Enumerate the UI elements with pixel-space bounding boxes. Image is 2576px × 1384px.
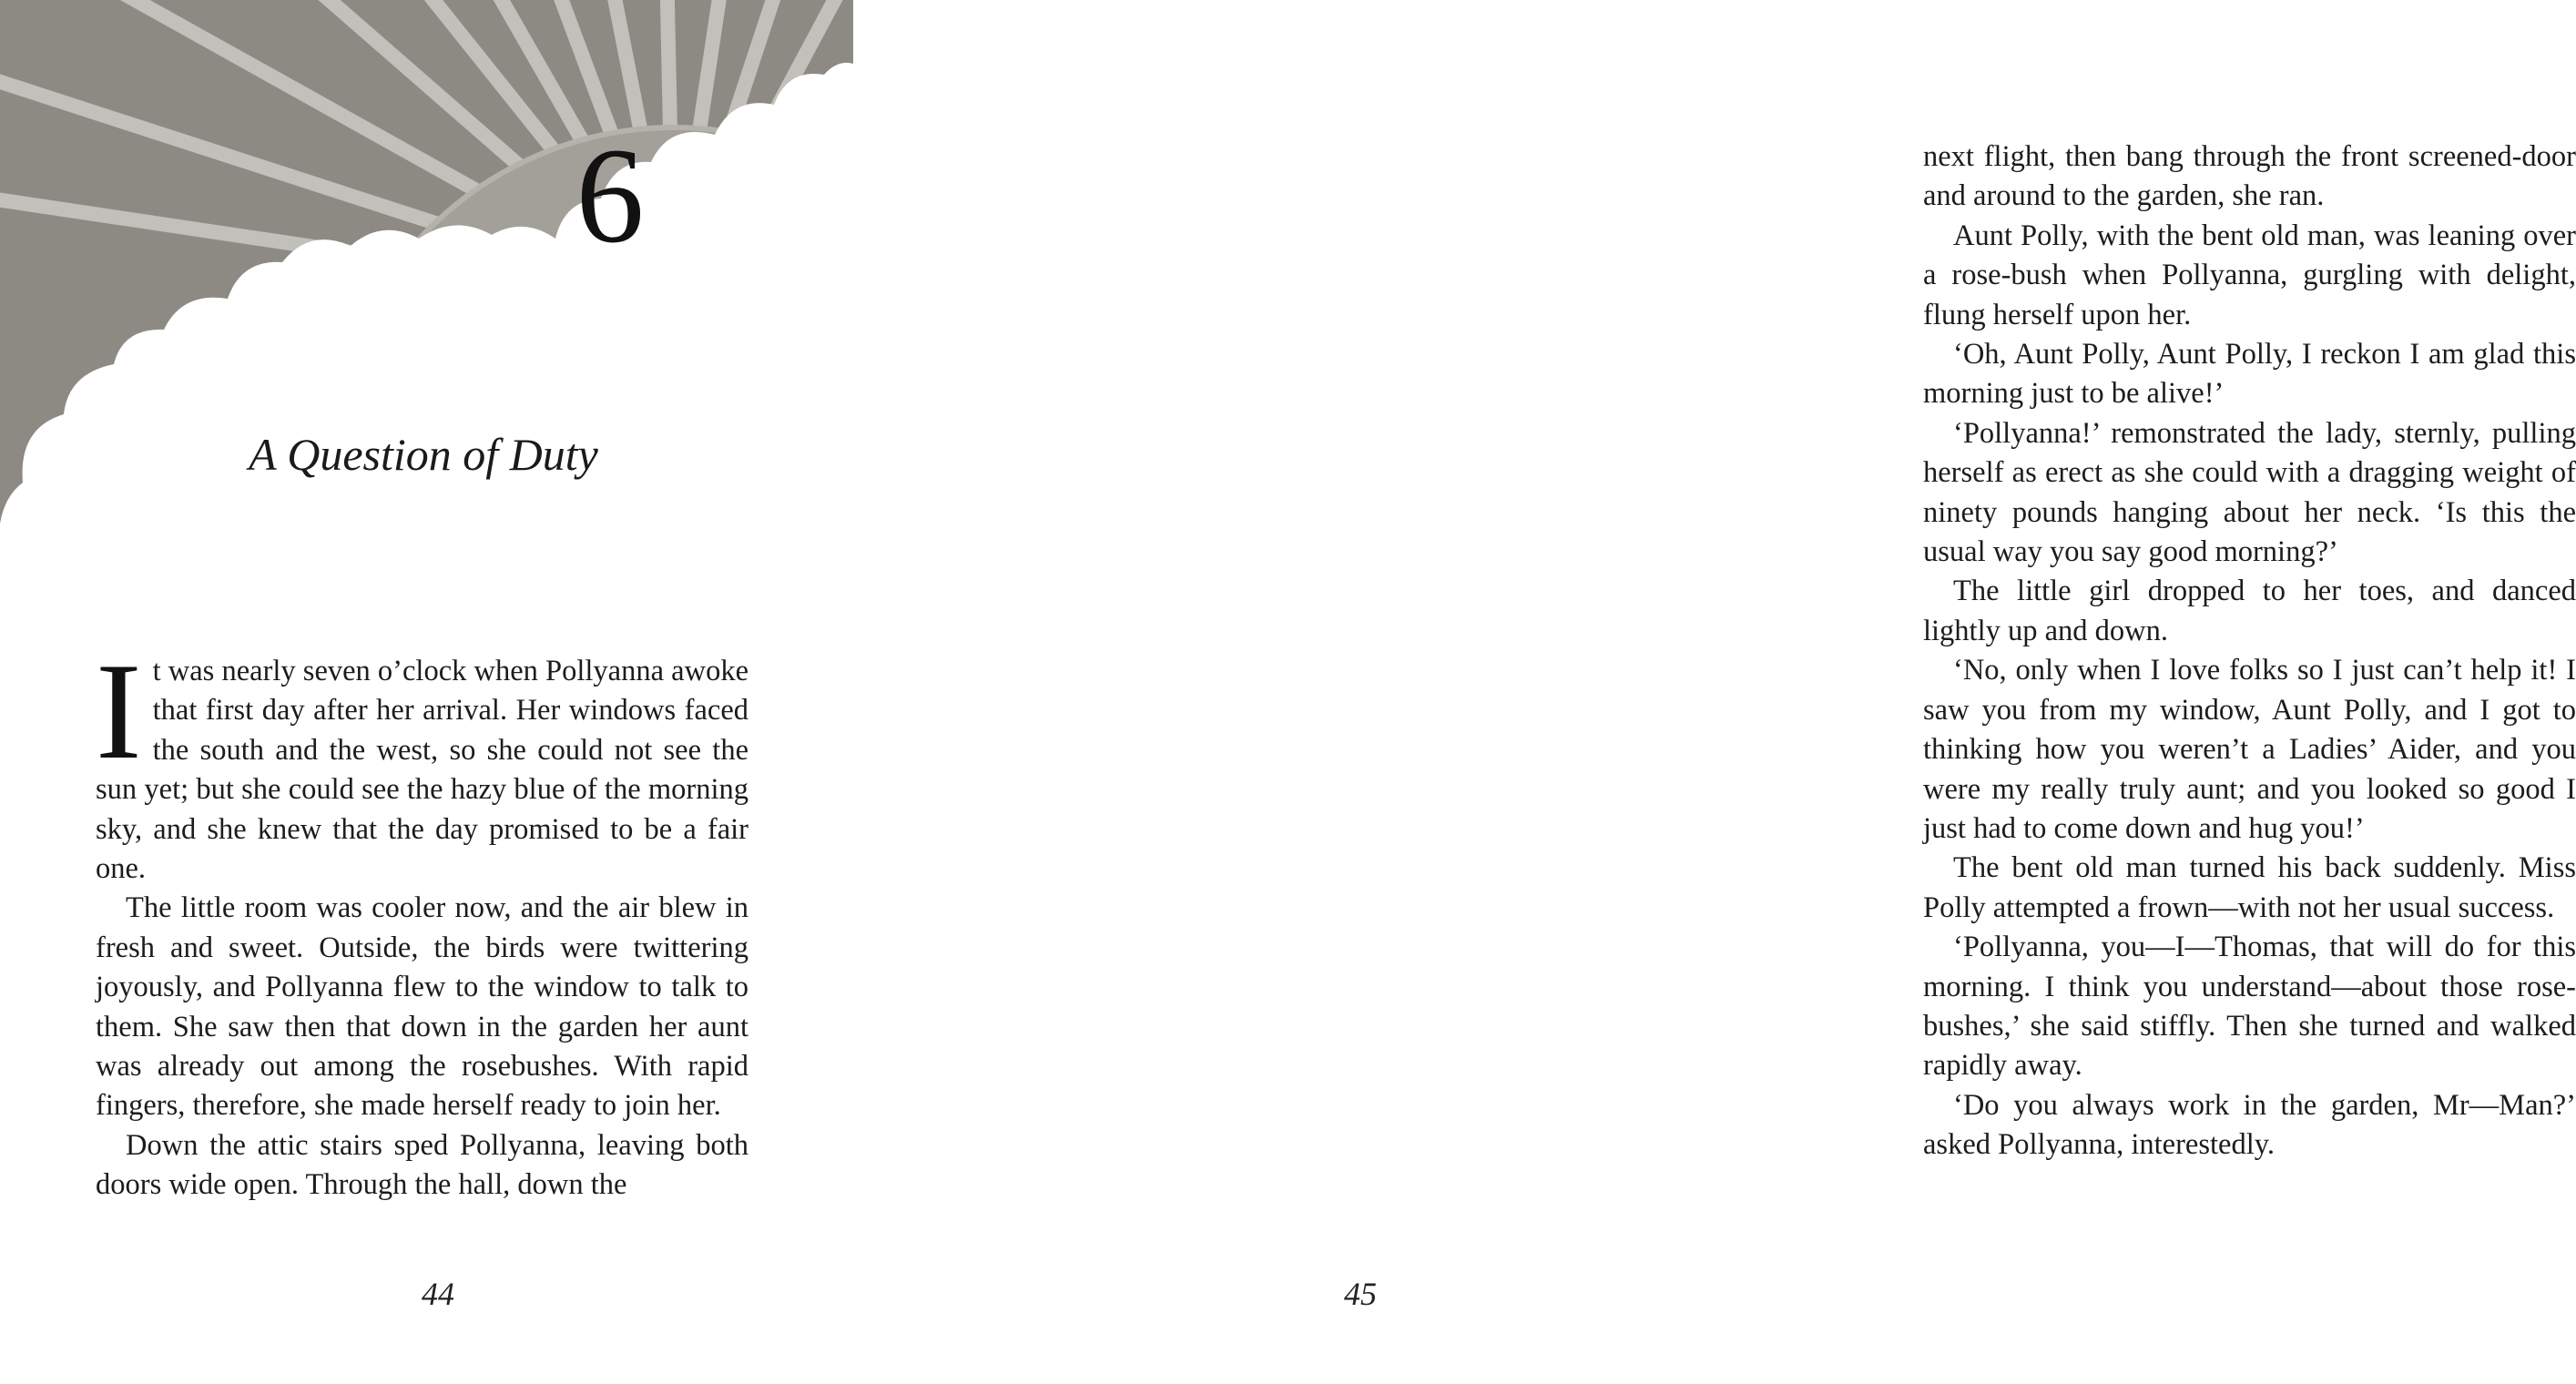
left-body-text xyxy=(96,635,748,1206)
drop-cap: I xyxy=(96,635,142,788)
right-page xyxy=(887,0,2576,1384)
paragraph: ‘Oh, Aunt Polly, Aunt Polly, I reckon I am glad this morning just to be alive!’ xyxy=(1923,338,2576,411)
paragraph: ‘Do you always work in the garden, Mr—Man?’ asked Pollyanna, interestedly. xyxy=(1923,1088,2576,1162)
paragraph: ‘Pollyanna!’ remonstrated the lady, sternly, pulling herself as erect as she could with a dragging weight of ninety pounds hanging about her neck. ‘Is this the usual way you say good morning?’ xyxy=(1923,416,2576,569)
paragraph: The little room was cooler now, and the air blew in fresh and sweet. Outside, the birds were twittering joyously, and Pollyanna flew to the window to talk to them. She saw then that down in the garden her aunt was already out among the rosebushes. With rapid fingers, therefore, she made herself ready to join her. xyxy=(96,891,748,1123)
paragraph: The little girl dropped to her toes, and danced lightly up and down. xyxy=(1923,575,2576,647)
page-number: 44 xyxy=(422,1276,454,1312)
paragraph: next flight, then bang through the front screened-door and around to the garden, she ran. xyxy=(1923,140,2576,213)
right-body-text xyxy=(1923,137,2576,1165)
paragraph: Down the attic stairs sped Pollyanna, leaving both doors wide open. Through the hall, down the xyxy=(96,1128,748,1202)
paragraph: It was nearly seven o’clock when Pollyanna awoke that first day after her arrival. Her windows faced the south and the west, so she could not see the sun yet; but she could see the hazy blue of the morning sky, and she knew that the day promised to be a fair one. xyxy=(96,635,748,886)
paragraph: Aunt Polly, with the bent old man, was leaning over a rose-bush when Pollyanna, gurgling with delight, flung herself upon her. xyxy=(1923,219,2576,331)
page-number: 45 xyxy=(1344,1276,1377,1312)
left-page xyxy=(0,0,887,1384)
chapter-number: 6 xyxy=(575,120,645,271)
paragraph: ‘No, only when I love folks so I just can’t help it! I saw you from my window, Aunt Polly, and I got to thinking how you weren’t a Ladies’ Aider, and you were my really truly aunt; and you looked so good I just had to come down and hug you!’ xyxy=(1923,654,2576,845)
chapter-title: A Question of Duty xyxy=(249,429,598,480)
paragraph: ‘Pollyanna, you—I—Thomas, that will do for this morning. I think you understand—about those rose-bushes,’ she said stiffly. Then she turned and walked rapidly away. xyxy=(1923,931,2576,1083)
paragraph: The bent old man turned his back suddenly. Miss Polly attempted a frown—with not her usual success. xyxy=(1923,851,2576,924)
